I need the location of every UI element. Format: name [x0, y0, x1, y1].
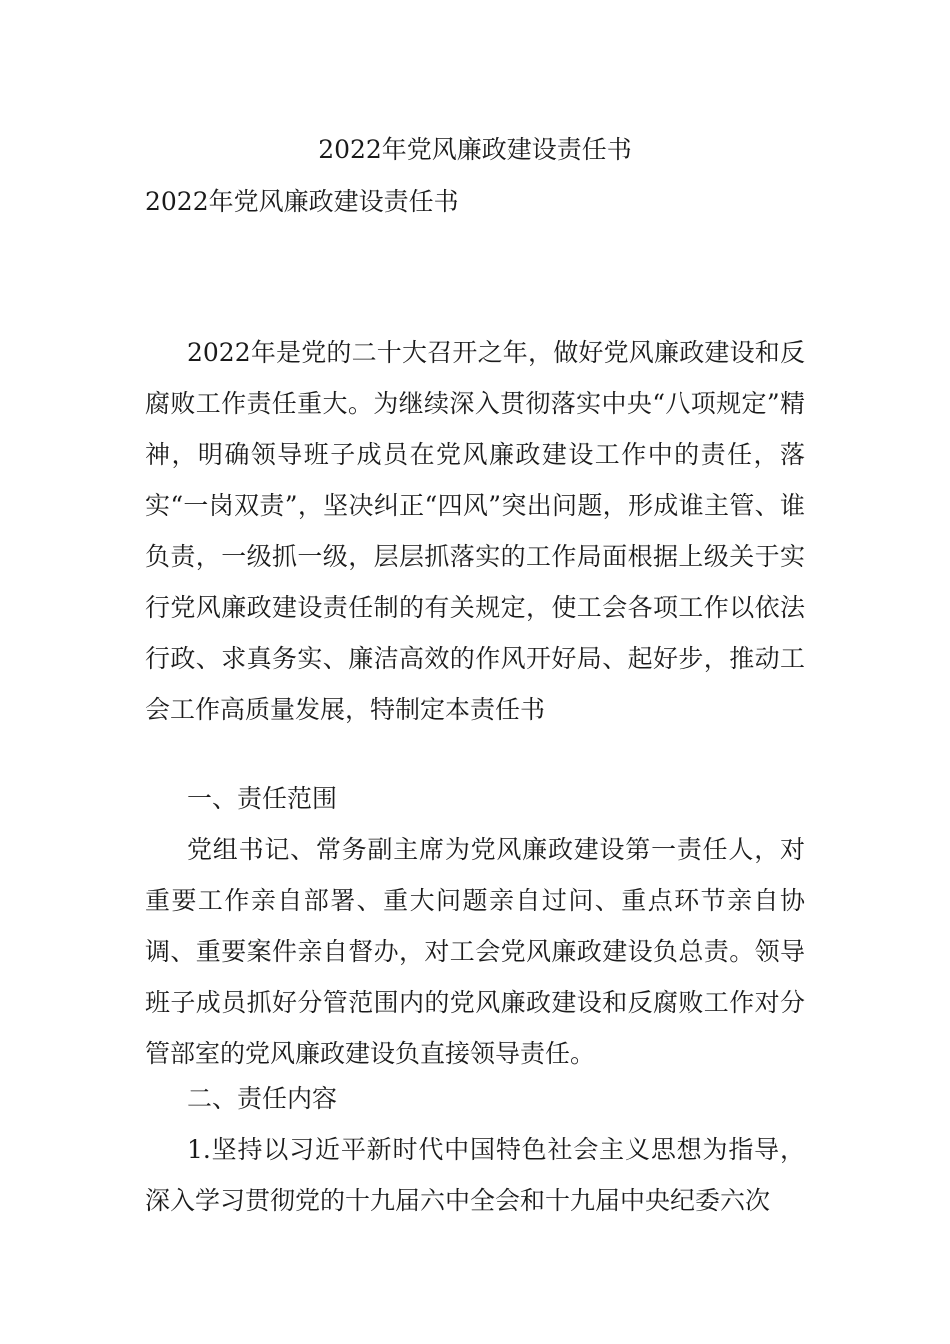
- intro-paragraph: 2022年是党的二十大召开之年，做好党风廉政建设和反腐败工作责任重大。为继续深入贯彻落实中央“八项规定”精神，明确领导班子成员在党风廉政建设工作中的责任，落实“一岗双责”，坚决纠正“四风”突出问题，形成谁主管、谁负责，一级抓一级，层层抓落实的工作局面根据上级关于实行党风廉政建设责任制的有关规定，使工会各项工作以依法行政、求真务实、廉洁高效的作风开好局、起好步，推动工会工作高质量发展，特制定本责任书: [145, 338, 805, 724]
- section-paragraph-responsibility-content: 1.坚持以习近平新时代中国特色社会主义思想为指导，深入学习贯彻党的十九届六中全会和十九届中央纪委六次: [145, 1135, 805, 1215]
- section-heading-responsibility-content: 二、责任内容: [187, 1084, 338, 1113]
- section-paragraph-responsibility-scope: 党组书记、常务副主席为党风廉政建设第一责任人，对重要工作亲自部署、重大问题亲自过问、重点环节亲自协调、重要案件亲自督办，对工会党风廉政建设负总责。领导班子成员抓好分管范围内的党风廉政建设和反腐败工作对分管部室的党风廉政建设负直接领导责任。: [145, 835, 805, 1068]
- section-heading-responsibility-scope: 一、责任范围: [187, 784, 338, 813]
- document-title-centered: 2022年党风廉政建设责任书: [318, 135, 632, 164]
- document-title-left: 2022年党风廉政建设责任书: [145, 187, 459, 216]
